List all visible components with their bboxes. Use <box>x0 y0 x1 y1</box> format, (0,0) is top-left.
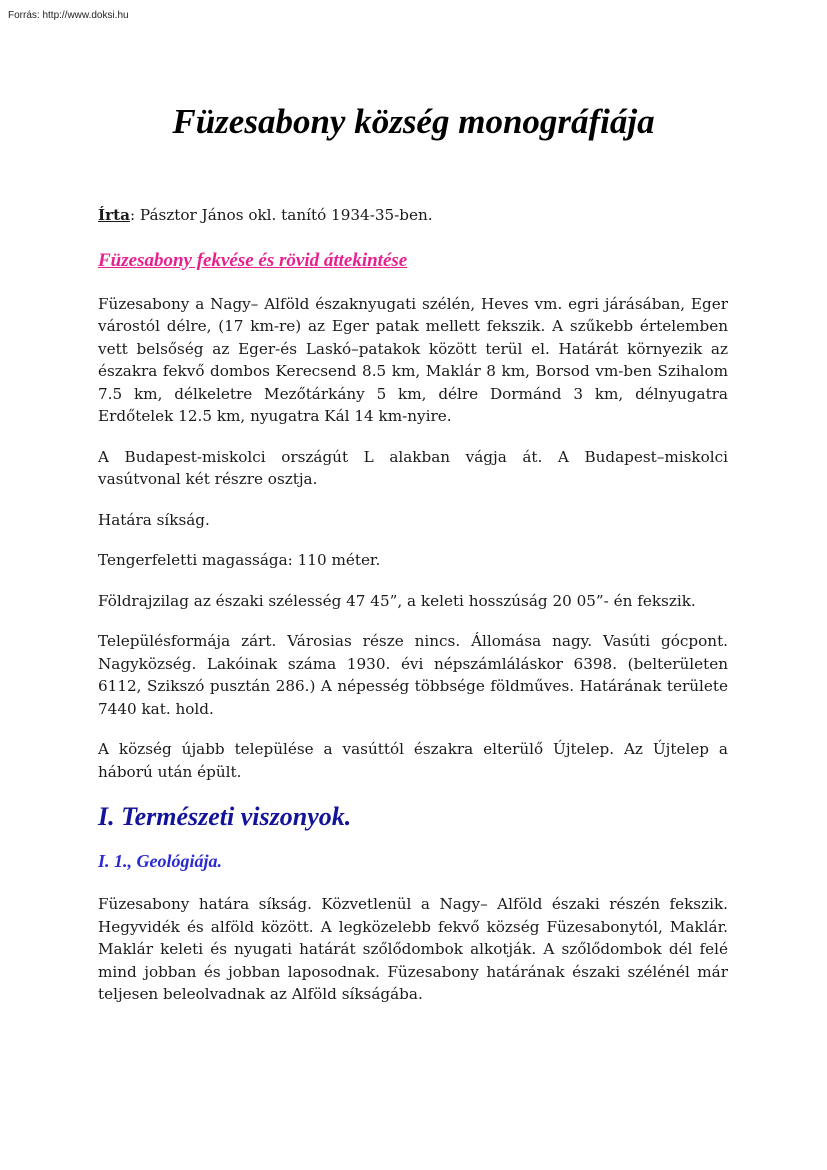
subtitle-heading: Füzesabony fekvése és rövid áttekintése <box>98 249 408 271</box>
paragraph: A község újabb települése a vasúttól északra elterülő Újtelep. Az Újtelep a háború után épült. <box>98 740 728 781</box>
paragraph: Füzesabony határa síkság. Közvetlenül a Nagy– Alföld északi részén fekszik. Hegyvidék és alföld között. A legközelebb fekvő község Füzesabonytól, Maklár. Maklár keleti és nyugati határát szőlődombok alkotják. A szőlődombok dél felé mind jobban és jobban laposodnak. Füzesabony határának északi szélénél már teljesen beleolvadnak az Alföld síkságába. <box>98 895 728 1003</box>
paragraph: Településformája zárt. Városias része nincs. Állomása nagy. Vasúti gócpont. Nagyközség. Lakóinak száma 1930. évi népszámláláskor 6398. (belterületen 6112, Szikszó pusztán 286.) A népesség többsége földműves. Határának területe 7440 kat. hold. <box>98 632 728 718</box>
source-line: Forrás: http://www.doksi.hu <box>8 10 129 21</box>
author-line <box>98 204 728 227</box>
author-label: Írta <box>98 206 130 224</box>
paragraph: Füzesabony a Nagy– Alföld északnyugati szélén, Heves vm. egri járásában, Eger várostól délre, (17 km-re) az Eger patak mellett fekszik. A szűkebb értelemben vett belsőség az Eger-és Laskó–patakok között terül el. Határát környezik az északra fekvő dombos Kerecsend 8.5 km, Maklár 8 km, Borsod vm-ben Szihalom 7.5 km, délkeletre Mezőtárkány 5 km, délre Dormánd 3 km, délnyugatra Erdőtelek 12.5 km, nyugatra Kál 14 km-nyire. <box>98 294 728 425</box>
paragraph: Határa síkság. <box>98 510 210 529</box>
paragraph: A Budapest-miskolci országút L alakban vágja át. A Budapest–miskolci vasútvonal két részre osztja. <box>98 447 728 488</box>
document-title: Füzesabony község monográfiája <box>172 102 655 141</box>
section-heading: I. 1., Geológiája. <box>98 851 222 871</box>
author-text: : Pásztor János okl. tanító 1934-35-ben. <box>129 206 433 224</box>
document-body <box>98 204 728 1024</box>
paragraph: Tengerfeletti magassága: 110 méter. <box>98 551 381 569</box>
paragraph: Földrajzilag az északi szélesség 47 45”, a keleti hosszúság 20 05”- én fekszik. <box>98 591 696 610</box>
chapter-heading: I. Természeti viszonyok. <box>98 802 352 831</box>
